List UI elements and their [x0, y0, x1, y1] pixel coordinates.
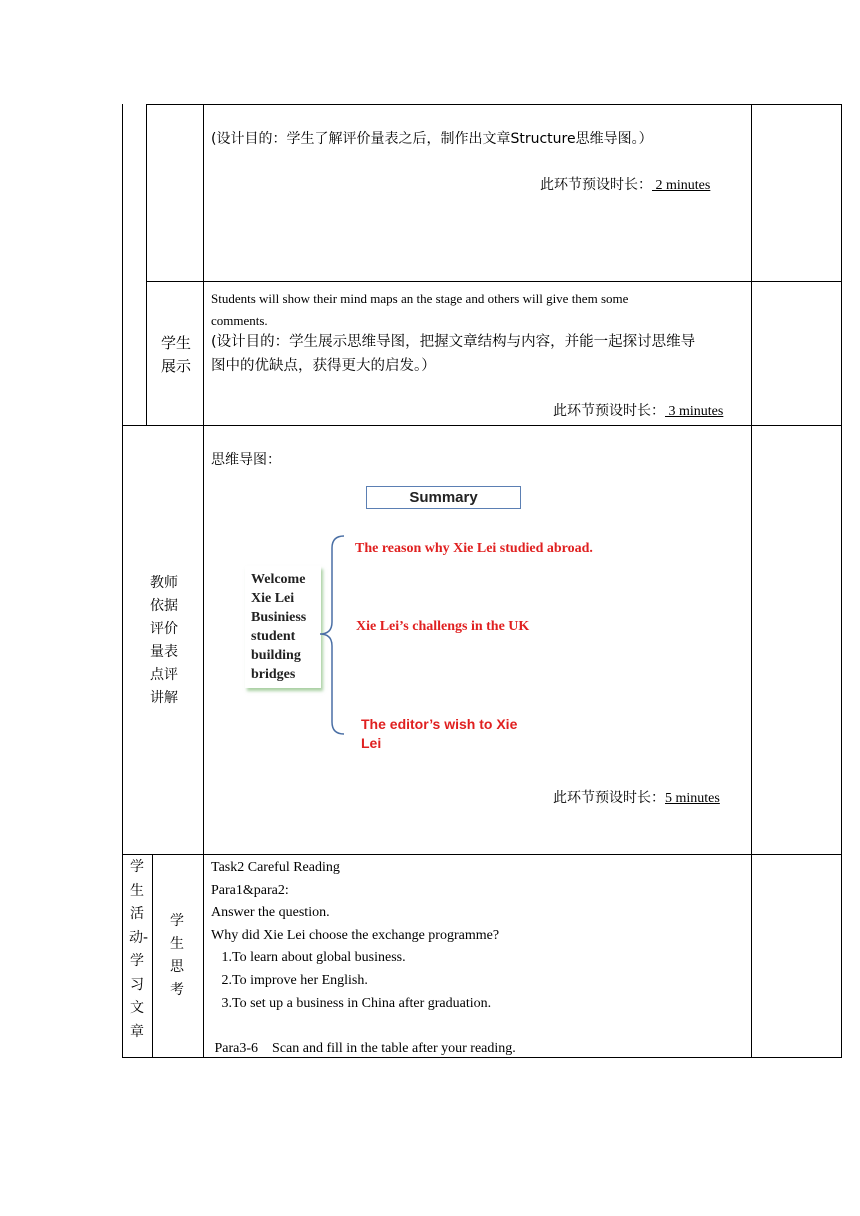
row2-purpose-2: 图中的优缺点，获得更大的启发。）	[211, 358, 436, 374]
branch-editor-wish-line2: Lei	[361, 735, 382, 751]
center-line-2: Xie Lei	[251, 591, 295, 606]
center-line-6: bridges	[251, 667, 296, 682]
row4-line-1: Task2 Careful Reading	[211, 860, 340, 875]
row2-time	[553, 401, 723, 422]
row3-time-value: 5 minutes	[665, 791, 720, 806]
center-line-3: Businiess	[251, 610, 307, 625]
row4-stage-label	[162, 910, 192, 1002]
row4-line-4: Why did Xie Lei choose the exchange programme?	[211, 927, 500, 943]
row1-time-label: 此环节预设时长：	[540, 177, 652, 193]
row3-stage-text: 教师依据评价量表点评讲解	[150, 575, 178, 706]
row1-time	[540, 175, 710, 196]
row1-purpose: (设计目的：学生了解评价量表之后，制作出文章Structure思维导图。）	[211, 131, 653, 147]
mind-map-label: 思维导图：	[211, 452, 281, 468]
row4-line-9: Para3-6 Scan and fill in the table after your reading.	[211, 1040, 516, 1056]
center-line-1: Welcome	[251, 572, 306, 587]
row2-time-value: 3 minutes	[665, 404, 724, 419]
row4-line-8	[211, 1015, 516, 1038]
row4-outer-text: 学生活动-学习文章	[129, 859, 149, 1040]
row4-line-3: Answer the question.	[211, 905, 330, 921]
row2-stage-text: 学生展示	[161, 334, 192, 375]
branch-challenges: Xie Lei’s challengs in the UK	[356, 619, 530, 634]
mind-map-center-node	[245, 566, 321, 688]
branch-editor-wish	[361, 715, 517, 753]
row2-purpose-1: (设计目的：学生展示思维导图，把握文章结构与内容，并能一起探讨思维导	[211, 334, 696, 350]
row3-time	[553, 788, 720, 809]
branch-reason: The reason why Xie Lei studied abroad.	[355, 541, 593, 556]
center-line-5: building	[251, 648, 301, 663]
row4-line-6: 2.To improve her English.	[211, 972, 368, 988]
row2-text-en-1: Students will show their mind maps an the stage and others will give them some	[211, 291, 629, 306]
row4-line-7: 3.To set up a business in China after graduation.	[211, 995, 492, 1011]
row3-time-label: 此环节预设时长：	[553, 790, 665, 806]
row4-line-5: 1.To learn about global business.	[211, 950, 406, 966]
row4-outer-label	[126, 856, 148, 1044]
row4-content	[211, 857, 516, 1060]
row2-stage-label	[155, 332, 197, 378]
row2-time-label: 此环节预设时长：	[553, 403, 665, 419]
center-line-4: student	[251, 629, 296, 644]
row3-stage-label	[140, 572, 188, 710]
row1-time-value: 2 minutes	[652, 178, 711, 193]
row4-stage-text: 学生思考	[170, 913, 184, 998]
row2-text-en-2: comments.	[211, 313, 268, 328]
row4-line-2: Para1&para2:	[211, 882, 289, 898]
summary-box: Summary	[366, 486, 521, 509]
branch-editor-wish-line1: The editor’s wish to Xie	[361, 716, 518, 732]
mind-map-bracket	[316, 530, 356, 740]
